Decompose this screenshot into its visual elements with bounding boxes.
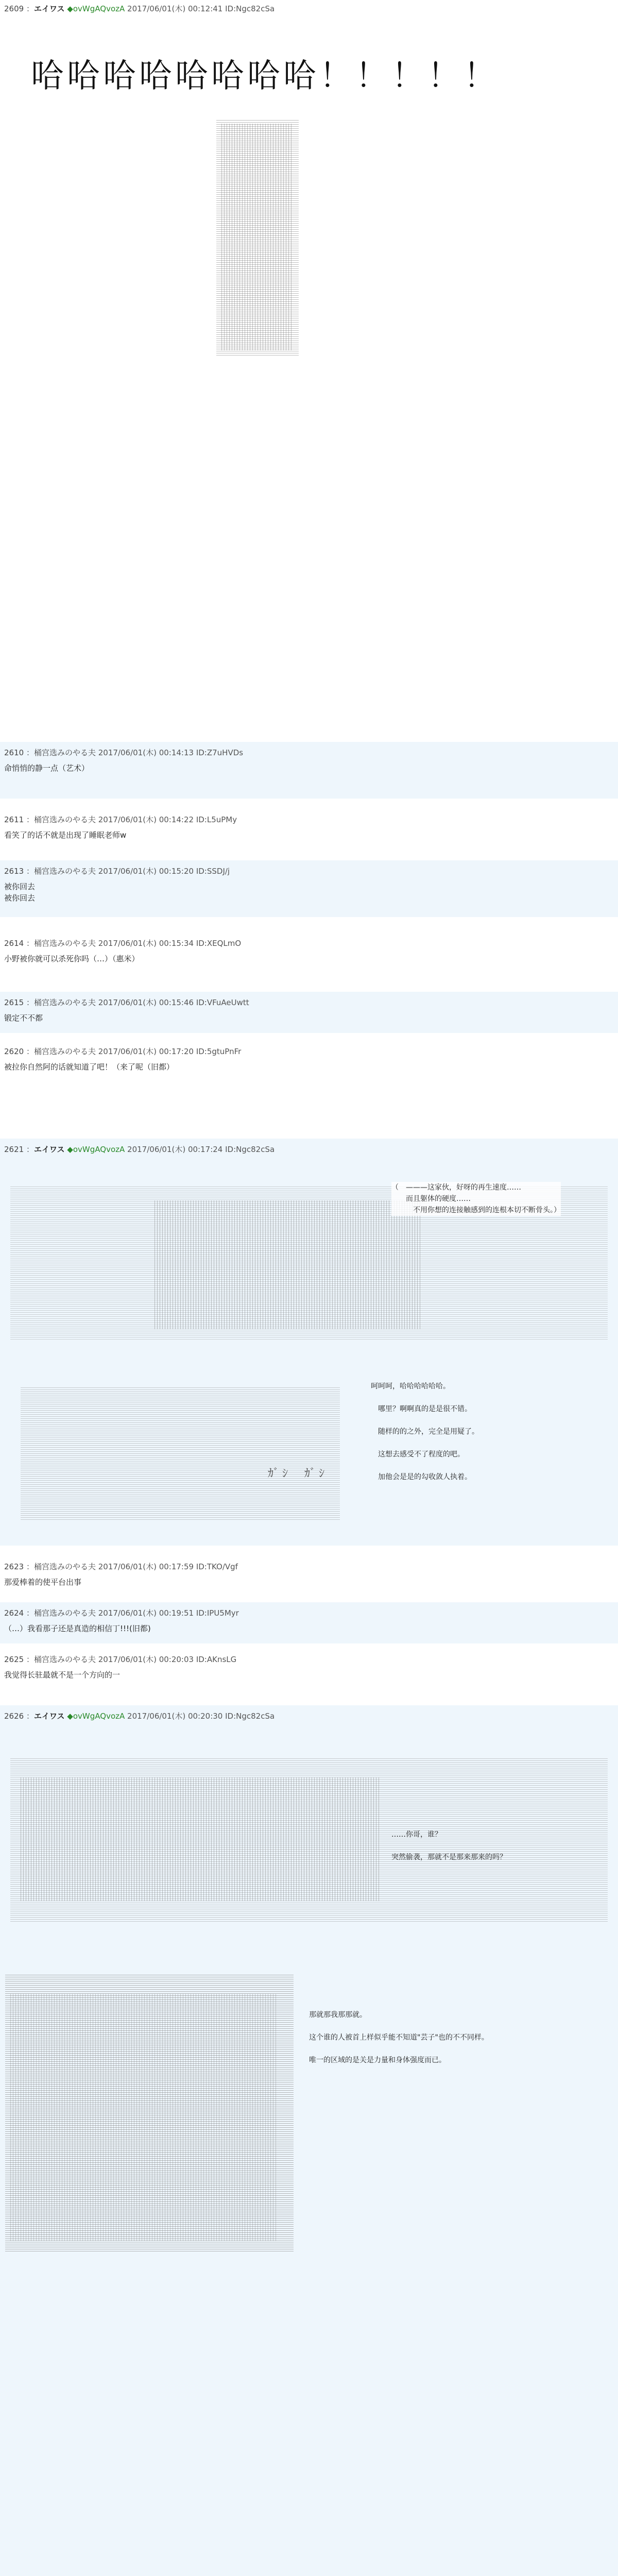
- post-header: 2626 ：エイワス ◆ovWgAQvozA 2017/06/01(木) 00:20:30 ID:Ngc82cSa: [4, 1711, 275, 1721]
- post-number[interactable]: 2609: [4, 4, 24, 13]
- post-number[interactable]: 2614: [4, 939, 24, 948]
- post-number[interactable]: 2615: [4, 998, 24, 1007]
- dialog-bubble-lower: 那就那我那那就。 这个谁的人被首上样似乎能不知道"芸子"也的不不同样。 唯一的区域的是关是力量和身体强度而已。: [309, 2011, 489, 2064]
- post-meta: 2017/06/01(木) 00:17:59 ID:TKO/Vgf: [98, 1562, 238, 1571]
- post-2624: [0, 1602, 618, 1643]
- post-body: 命悄悄的静一点（艺术）: [4, 764, 90, 773]
- post-header: 2609 ：エイワス ◆ovWgAQvozA 2017/06/01(木) 00:12:41 ID:Ngc82cSa: [4, 4, 275, 13]
- post-body: 那爱棒着的使平台出事: [4, 1578, 82, 1587]
- post-header: [4, 1607, 239, 1618]
- post-number[interactable]: 2624: [4, 1608, 24, 1618]
- poster-name: ：桶宫选みのやる夫: [26, 1608, 96, 1618]
- post-2625: [0, 1649, 618, 1690]
- ascii-art-crowd-shade: [21, 1777, 381, 1901]
- poster-name: エイワス: [33, 1711, 65, 1721]
- dialog-bubble-upper: ……你哥，谁？ 突然偷袭，那就不是那来那来的吗？: [391, 1831, 507, 1861]
- dialog-bubble-upper: （ ———这家伙，好呀的再生速度…… 而且躯体的硬度…… 不用你想的连接触感到的连根本切不断骨头。）: [391, 1182, 561, 1216]
- post-number[interactable]: 2613: [4, 867, 24, 876]
- laugh-title: 哈哈哈哈哈哈哈哈！！！！！: [31, 57, 500, 95]
- post-header: [4, 747, 243, 758]
- poster-name: ：桶宫选みのやる夫: [26, 748, 96, 757]
- post-meta: 2017/06/01(木) 00:19:51 ID:IPU5Myr: [98, 1608, 239, 1618]
- post-2614: [0, 933, 618, 974]
- poster-name: エイワス: [33, 1145, 65, 1154]
- post-header: 2621 ：エイワス ◆ovWgAQvozA 2017/06/01(木) 00:17:24 ID:Ngc82cSa: [4, 1145, 275, 1154]
- post-body: （…）我看那子还是真造的相信丁!!!(旧都): [4, 1624, 151, 1633]
- post-header: [4, 997, 249, 1008]
- post-2621: [0, 1139, 618, 1546]
- post-2613: [0, 860, 618, 917]
- poster-name: ：桶宫选みのやる夫: [26, 998, 96, 1007]
- ascii-art-figure-lower: [21, 1386, 340, 1520]
- post-meta: 2017/06/01(木) 00:20:03 ID:AKnsLG: [98, 1655, 237, 1664]
- poster-trip: ◆ovWgAQvozA: [67, 1145, 125, 1154]
- post-meta: 2017/06/01(木) 00:15:46 ID:VFuAeUwtt: [98, 998, 249, 1007]
- post-body: 被拉你自然阿的话就知道了吧！（来了呢（旧都）: [4, 1062, 175, 1072]
- post-header: [4, 1046, 241, 1057]
- post-2623: [0, 1556, 618, 1597]
- post-meta: 2017/06/01(木) 00:15:20 ID:SSDJ/j: [98, 867, 230, 876]
- post-header: [4, 866, 230, 876]
- post-header: [4, 1561, 238, 1572]
- post-2611: [0, 809, 618, 850]
- post-meta: 2017/06/01(木) 00:17:20 ID:5gtuPnFr: [98, 1047, 242, 1056]
- post-number[interactable]: 2626: [4, 1711, 24, 1721]
- post-number[interactable]: 2611: [4, 815, 24, 824]
- post-number[interactable]: 2620: [4, 1047, 24, 1056]
- post-number[interactable]: 2610: [4, 748, 24, 757]
- post-number[interactable]: 2623: [4, 1562, 24, 1571]
- post-meta: 2017/06/01(木) 00:14:13 ID:Z7uHVDs: [98, 748, 244, 757]
- poster-trip: ◆ovWgAQvozA: [67, 1711, 125, 1721]
- post-meta: 2017/06/01(木) 00:14:22 ID:L5uPMy: [98, 815, 237, 824]
- post-body: 小野被你就可以杀死你吗（…）（惠米）: [4, 954, 140, 963]
- poster-name: ：桶宫选みのやる夫: [26, 939, 96, 948]
- post-2609: [0, 0, 618, 361]
- ascii-art-column-shade: [221, 124, 294, 350]
- post-2626: [0, 1705, 618, 2576]
- post-2620: [0, 1041, 618, 1082]
- post-header: [4, 1654, 236, 1665]
- poster-name: ：桶宫选みのやる夫: [26, 815, 96, 824]
- sfx-text: ｶﾞｼ ｶﾞｼ: [268, 1467, 328, 1480]
- post-body: 被你回去 被你回去: [4, 882, 36, 903]
- post-number[interactable]: 2621: [4, 1145, 24, 1154]
- poster-trip: ◆ovWgAQvozA: [67, 4, 125, 13]
- post-meta: 2017/06/01(木) 00:17:24 ID:Ngc82cSa: [127, 1145, 275, 1154]
- post-2615: [0, 992, 618, 1033]
- post-body: 看笑了的话不就是出现了睡眠老师w: [4, 831, 127, 840]
- post-header: [4, 814, 237, 825]
- post-header: [4, 938, 241, 948]
- dialog-bubble-lower: 呵呵呵，哈哈哈哈哈哈。 哪里？啊啊真的是是很不错。 随样的的之外，完全是用疑了。 这想去感受不了程度的吧。 加他会是是的勾收敛人执着。: [371, 1382, 479, 1481]
- post-meta: 2017/06/01(木) 00:12:41 ID:Ngc82cSa: [127, 4, 275, 13]
- post-number[interactable]: 2625: [4, 1655, 24, 1664]
- ascii-art-figure-upper-shade: [154, 1200, 422, 1329]
- post-meta: 2017/06/01(木) 00:15:34 ID:XEQLmO: [98, 939, 242, 948]
- poster-name: ：桶宫选みのやる夫: [26, 1047, 96, 1056]
- poster-name: ：桶宫选みのやる夫: [26, 867, 96, 876]
- post-body: 我觉得长驻最就不是一个方向的一: [4, 1670, 121, 1680]
- post-2610: [0, 742, 618, 799]
- poster-name: ：桶宫选みのやる夫: [26, 1562, 96, 1571]
- post-body: 锻定不不都: [4, 1013, 43, 1023]
- poster-name: ：桶宫选みのやる夫: [26, 1655, 96, 1664]
- post-meta: 2017/06/01(木) 00:20:30 ID:Ngc82cSa: [127, 1711, 275, 1721]
- ascii-art-figure-portrait-shade: [10, 1994, 278, 2241]
- poster-name: エイワス: [33, 4, 65, 13]
